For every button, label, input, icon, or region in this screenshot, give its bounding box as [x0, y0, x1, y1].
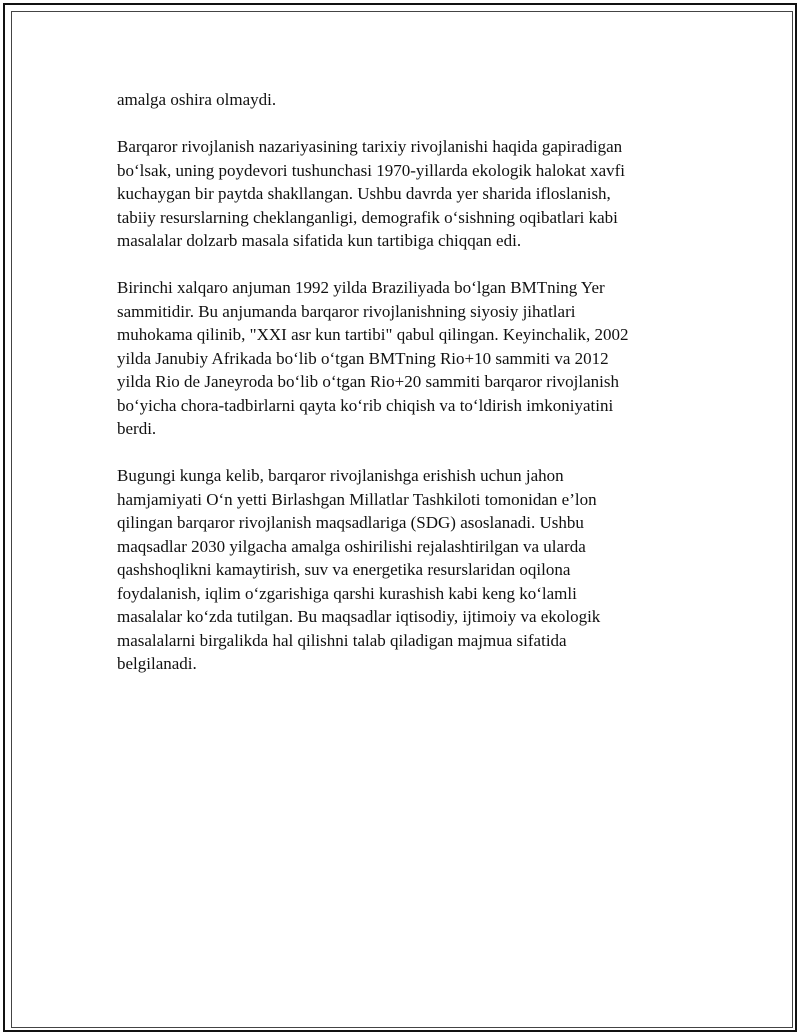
paragraph-2: Barqaror rivojlanish nazariyasining tarixiy rivojlanishi haqida gapiradigan bo‘lsak, uning poydevori tushunchasi 1970-yillarda ekologik halokat xavfi kuchaygan bir paytda shakllangan. Ushbu davrda yer sharida ifloslanish, tabiiy resurslarning cheklanganligi, demografik o‘sishning oqibatlari kabi masalalar dolzarb masala sifatida kun tartibiga chiqqan edi.	[117, 137, 626, 250]
document-body	[117, 88, 677, 699]
paragraph-1: amalga oshira olmaydi.	[117, 90, 277, 109]
paragraph-4: Bugungi kunga kelib, barqaror rivojlanishga erishish uchun jahon hamjamiyati O‘n yetti Birlashgan Millatlar Tashkiloti tomonidan e’lon qilingan barqaror rivojlanish maqsadlariga (SDG) asoslanadi. Ushbu maqsadlar 2030 yilgacha amalga oshirilishi rejalashtirilgan va ularda qashshoqlikni kamaytirish, suv va energetika resurslaridan oqilona foydalanish, iqlim o‘zgarishiga qarshi kurashish kabi keng ko‘lamli masalalar ko‘zda tutilgan. Bu maqsadlar iqtisodiy, ijtimoiy va ekologik masalalarni birgalikda hal qilishni talab qiladigan majmua sifatida belgilanadi.	[117, 466, 601, 673]
paragraph-3: Birinchi xalqaro anjuman 1992 yilda Braziliyada bo‘lgan BMTning Yer sammitidir. Bu anjumanda barqaror rivojlanishning siyosiy jihatlari muhokama qilinib, "XXI asr kun tartibi" qabul qilingan. Keyinchalik, 2002 yilda Janubiy Afrikada bo‘lib o‘tgan BMTning Rio+10 sammiti va 2012 yilda Rio de Janeyroda bo‘lib o‘tgan Rio+20 sammiti barqaror rivojlanish bo‘yicha chora-tadbirlarni qayta ko‘rib chiqish va to‘ldirish imkoniyatini berdi.	[117, 278, 629, 438]
